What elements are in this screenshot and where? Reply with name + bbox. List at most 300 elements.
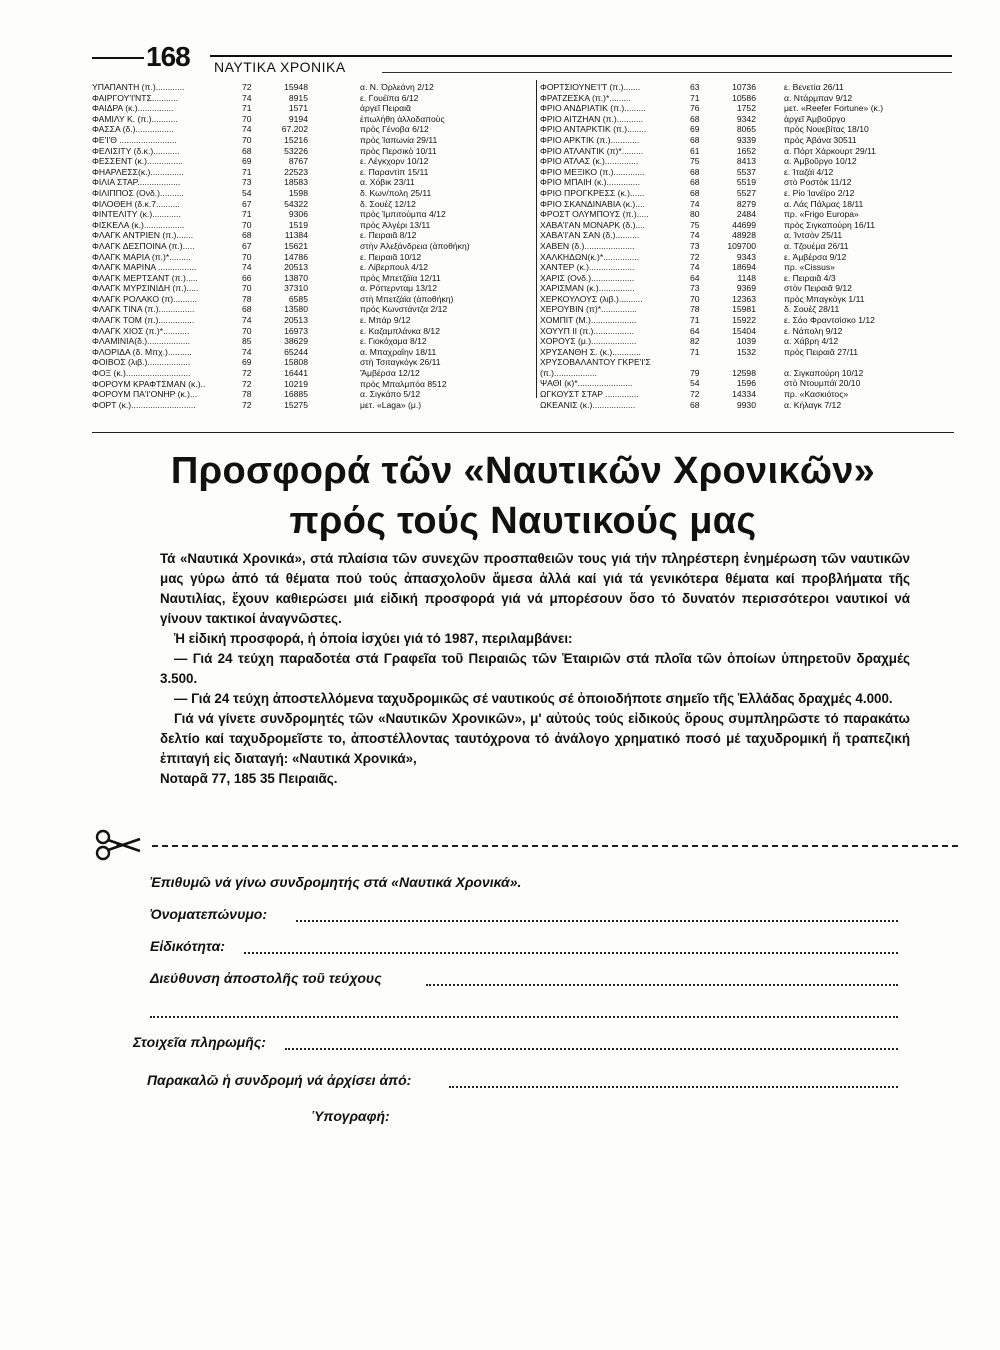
ship-tonnage: 1652 — [736, 145, 756, 156]
ship-status: πρ. «Cissus» — [784, 262, 835, 273]
ship-row — [540, 103, 960, 114]
offer-option-piraeus: — Γιά 24 τεύχη παραδοτέα στά Γραφεῖα τοῦ Πειραιῶς τῶν Ἑταιριῶν στά πλοῖα τῶν ὁποίων ὑπηρετοῦν δραχμές 3.500. — [160, 651, 910, 686]
ship-name: ΧΕΡΟΥΒΙΝ (π)*............... — [540, 304, 637, 315]
ship-name: ΧΑΡΙΣ (Ονδ.).................. — [540, 272, 635, 283]
ship-status: στὴ Τσιταγκόγκ 26/11 — [360, 357, 441, 368]
ship-name: ΧΑΒΑ'Ι'ΑΝ ΣΑΝ (δ.).......... — [540, 230, 640, 241]
ship-name: ΧΡΥΣΑΝΘΗ Σ. (κ.)............ — [540, 346, 641, 357]
ship-tonnage: 12598 — [732, 368, 756, 379]
ship-status: ε. Πειραιᾶ 10/12 — [360, 251, 422, 262]
ship-name: ΦΡΙΟ ΑΡΚΤΙΚ (π.)............ — [540, 134, 640, 145]
ship-year: 74 — [242, 92, 252, 103]
ship-row — [540, 220, 960, 231]
ship-year: 61 — [690, 145, 700, 156]
ship-tonnage: 15404 — [732, 325, 756, 336]
ship-year: 74 — [690, 230, 700, 241]
ship-year: 72 — [242, 82, 252, 92]
ship-status: στὸν Πειραιᾶ 9/12 — [784, 283, 852, 294]
ship-name: ΦΡΑΤΖΕΣΚΑ (π.)*......... — [540, 92, 631, 103]
ship-name: ΦΙΛΙΠΠΟΣ (Ονδ.).......... — [92, 187, 184, 198]
ship-tonnage: 15922 — [732, 315, 756, 326]
ship-tonnage: 15981 — [732, 304, 756, 315]
ship-year: 70 — [242, 251, 252, 262]
ship-tonnage: 15808 — [284, 357, 308, 368]
form-address-row[interactable] — [150, 970, 898, 990]
ship-name: ΦΕ'Ι'Θ ........................ — [92, 134, 177, 145]
ship-status: ε. Νάπολη 9/12 — [784, 325, 843, 336]
ship-name: ΧΑΒΕΝ (δ.)..................... — [540, 240, 635, 251]
ship-name: ΦΡΙΟ ΜΕΞΙΚΟ (π.)............. — [540, 166, 645, 177]
ship-status: πρὸς Πειραιᾶ 27/11 — [784, 346, 859, 357]
ship-tonnage: 38629 — [284, 336, 308, 347]
ship-row — [92, 156, 532, 167]
ship-list-left — [92, 82, 532, 410]
ship-name: ΦΛΑΓΚ ΑΝΤΡΙΕΝ (π.)....... — [92, 230, 194, 241]
ship-status: ε. Βενετία 26/11 — [784, 82, 844, 92]
ship-tonnage: 15275 — [284, 399, 308, 410]
ship-row — [540, 209, 960, 220]
ship-tonnage: 37310 — [284, 283, 308, 294]
ship-year: 74 — [242, 346, 252, 357]
ship-name: ΧΑΝΤΕΡ (κ.)................... — [540, 262, 635, 273]
ship-status: ε. Μπάρ 9/12 — [360, 315, 411, 326]
ship-status: ε. Πειραιᾶ 4/3 — [784, 272, 836, 283]
ship-row — [540, 188, 960, 199]
ship-row — [540, 400, 960, 411]
ship-status: α. Ἀμβοῦργο 10/12 — [784, 156, 857, 167]
ship-year: 71 — [690, 315, 700, 326]
ship-name: ΦΛΑΓΚ ΜΕΡΤΣΑΝΤ (π.)..... — [92, 272, 198, 283]
ship-row — [92, 146, 532, 157]
ship-status: ε. Σάο Φραντσίσκο 1/12 — [784, 315, 875, 326]
ship-row — [92, 167, 532, 178]
ship-name: ΦΑΙΔΡΑ (κ.)............... — [92, 103, 174, 114]
ship-name: ΦΑΣΣΑ (δ.)................ — [92, 124, 174, 135]
ship-row — [540, 114, 960, 125]
ship-name: ΧΕΡΚΟΥΛΟΥΣ (λιβ.).......... — [540, 293, 643, 304]
ship-row — [92, 315, 532, 326]
offer-title-line-2: πρός τούς Ναυτικούς μας — [289, 500, 757, 542]
ship-row — [92, 304, 532, 315]
ship-name: ΦΟΡΟΥΜ ΚΡΑΦΤΣΜΑΝ (κ.).. — [92, 378, 206, 389]
ship-row — [92, 241, 532, 252]
ship-name: ΦΡΙΟ ΜΠΑΙΗ (κ.).............. — [540, 177, 640, 188]
ship-status: ε. Ρίο Ἰανέϊρο 2/12 — [784, 187, 855, 198]
publication-name: ΝΑΥΤΙΚΑ ΧΡΟΝΙΚΑ — [214, 59, 346, 75]
ship-year: 70 — [242, 219, 252, 230]
ship-status: πρὸς Περσικὸ 10/11 — [360, 145, 437, 156]
ship-status: πρὸς Ἀλγέρι 13/11 — [360, 219, 431, 230]
ship-row — [540, 167, 960, 178]
ship-row — [92, 273, 532, 284]
ship-row — [92, 294, 532, 305]
ship-list-right — [540, 82, 960, 410]
form-name-row[interactable] — [150, 906, 898, 926]
ship-year: 71 — [690, 92, 700, 103]
ship-status: ε. Γουέϊπα 6/12 — [360, 92, 419, 103]
ship-tonnage: 18583 — [284, 177, 308, 188]
ship-tonnage: 1039 — [736, 336, 756, 347]
offer-paragraph-intro: Τά «Ναυτικά Χρονικά», στά πλαίσια τῶν συνεχῶν προσπαθειῶν τους γιά τήν πληρέστερη ἐνημέρωση τῶν ναυτικῶν μας γύρω ἀπό τά θέματα πού τούς ἀπασχολοῦν ἄμεσα ἀλλά καί γιά τά γενικότερα θέματα καί προβλήματα τῆς Ναυτιλίας, ἔχουν καθιερώσει μιά εἰδική προσφορά γιά νά μπορέσουν ὅσο τό δυνατόν περισσότεροι ναυτικοί νά γίνουν τακτικοί ἀναγνῶστες. — [160, 551, 910, 626]
ship-name: ΧΡΥΣΟΒΑΛΑΝΤΟΥ ΓΚΡΕ'Ι'Σ (π.).................. — [540, 357, 651, 379]
ship-status: α. Ἰντσὸν 25/11 — [784, 230, 843, 241]
ship-year: 73 — [690, 240, 700, 251]
ship-status: Ἄμβέρσα 12/12 — [360, 368, 420, 379]
ship-tonnage: 8279 — [736, 198, 756, 209]
page-header — [92, 42, 952, 74]
ship-status: δ. Κων/πολη 25/11 — [360, 187, 432, 198]
ship-year: 68 — [242, 230, 252, 241]
page-number: 168 — [146, 41, 190, 72]
ship-row — [540, 283, 960, 294]
ship-name: ΥΠΑΠΑΝΤΗ (π.)............ — [92, 82, 185, 92]
ship-year: 74 — [690, 198, 700, 209]
form-intro-row — [150, 874, 521, 894]
ship-name: ΧΟΡΟΥΣ (μ.)................... — [540, 336, 637, 347]
ship-year: 71 — [242, 209, 252, 220]
ship-year: 63 — [690, 82, 700, 92]
ship-name: ΦΛΑΓΚ ΡΟΛΑΚΟ (π).......... — [92, 293, 197, 304]
ship-year: 78 — [242, 293, 252, 304]
ship-row — [92, 188, 532, 199]
ship-year: 73 — [690, 283, 700, 294]
ship-row — [540, 124, 960, 135]
scissors-icon — [94, 827, 142, 863]
ship-tonnage: 8767 — [288, 156, 308, 167]
specialty-label: Εἰδικότητα: — [150, 938, 225, 954]
ship-row — [92, 336, 532, 347]
ship-status: α. Χάβρη 4/12 — [784, 336, 839, 347]
ship-tonnage: 8915 — [288, 92, 308, 103]
ship-name: ΧΑΡΙΣΜΑΝ (κ.)............... — [540, 283, 635, 294]
ship-row — [540, 230, 960, 241]
offer-address: Νοταρᾶ 77, 185 35 Πειραιᾶς. — [160, 771, 338, 786]
ship-status: ἀργεῖ Πειραιᾶ — [360, 103, 411, 114]
ship-status: πρὸς Σιγκαπούρη 16/11 — [784, 219, 876, 230]
ship-status: πρ. «Κασκιότος» — [784, 389, 849, 400]
ship-row — [92, 199, 532, 210]
ship-row — [92, 283, 532, 294]
ship-tonnage: 65244 — [284, 346, 308, 357]
ship-tonnage: 12363 — [732, 293, 756, 304]
ship-row — [92, 389, 532, 400]
ship-status: πρὸς Μπαλμπόα 8512 — [360, 378, 447, 389]
ship-name: ΦΟΡΤ (κ.)........................... — [92, 399, 196, 410]
ship-row — [540, 156, 960, 167]
ship-status: α. Ντάρμπαν 9/12 — [784, 92, 853, 103]
ship-row — [540, 315, 960, 326]
ship-status: α. Πόρτ Χάρκουρτ 29/11 — [784, 145, 876, 156]
ship-year: 69 — [242, 357, 252, 368]
address-field-line-2[interactable] — [150, 1016, 898, 1018]
ship-year: 70 — [690, 293, 700, 304]
ship-name: ΩΓΚΟΥΣΤ ΣΤΑΡ .............. — [540, 389, 639, 400]
ship-tonnage: 10219 — [284, 378, 308, 389]
ship-tonnage: 11384 — [284, 230, 308, 241]
ship-tonnage: 13580 — [284, 304, 308, 315]
ship-row — [540, 241, 960, 252]
ship-row — [540, 378, 960, 389]
ship-tonnage: 10586 — [732, 92, 756, 103]
ship-row — [540, 252, 960, 263]
ship-row — [92, 368, 532, 379]
ship-tonnage: 20513 — [284, 315, 308, 326]
ship-tonnage: 16973 — [284, 325, 308, 336]
ship-year: 66 — [242, 272, 252, 283]
ship-name: ΦΡΙΟ ΑΤΛΑΣ (κ.).............. — [540, 156, 639, 167]
ship-status: ἐπωλήθη ἀλλοδαποὺς — [360, 113, 445, 124]
ship-name: ΦΡΙΟ ΑΝΔΡΙΑΤΙΚ (π.)......... — [540, 103, 646, 114]
ship-name: ΧΟΥΥΠ ΙΙ (π.)................. — [540, 325, 634, 336]
address-field[interactable] — [426, 984, 898, 986]
ship-year: 82 — [690, 336, 700, 347]
ship-year: 70 — [242, 113, 252, 124]
ship-name: ΧΟΜΠΙΤ (Μ.)................... — [540, 315, 637, 326]
ship-name: ΧΑΛΚΗΔΩΝ(κ.)*............... — [540, 251, 640, 262]
ship-status: πρὸς Μπαγκὸγκ 1/11 — [784, 293, 865, 304]
name-field[interactable] — [296, 920, 898, 922]
ship-name: ΦΕΣΣΕΝΤ (κ.)............... — [92, 156, 183, 167]
header-rule-left — [92, 57, 144, 59]
header-rule-bottom — [382, 72, 952, 73]
ship-status: μετ. «Reefer Fortune» (κ.) — [784, 103, 884, 114]
ship-year: 64 — [690, 272, 700, 283]
ship-tonnage: 6585 — [288, 293, 308, 304]
ship-year: 67 — [242, 198, 252, 209]
ship-year: 74 — [242, 124, 252, 135]
ship-status: ε. Ἰταζάϊ 4/12 — [784, 166, 834, 177]
ship-year: 79 — [690, 368, 700, 379]
ship-row — [92, 209, 532, 220]
ship-row — [92, 347, 532, 358]
ship-tonnage: 8065 — [736, 124, 756, 135]
ship-tonnage: 18694 — [732, 262, 756, 273]
ship-name: ΦΛΑΓΚ ΜΥΡΣΙΝΙΔΗ (π.)..... — [92, 283, 199, 294]
ship-status: δ. Σουέζ 12/12 — [360, 198, 416, 209]
address-label: Διεύθυνση ἀποστολῆς τοῦ τεύχους — [150, 970, 382, 986]
ship-tonnage: 16441 — [284, 368, 308, 379]
offer-title-line-1: Προσφορά τῶν «Ναυτικῶν Χρονικῶν» — [170, 450, 876, 492]
ship-year: 74 — [690, 262, 700, 273]
form-intro: Ἐπιθυμῶ νά γίνω συνδρομητής στά «Ναυτικά Χρονικά». — [150, 874, 522, 890]
ship-row — [540, 177, 960, 188]
ship-year: 68 — [690, 134, 700, 145]
ship-year: 67 — [242, 240, 252, 251]
form-payment-row[interactable] — [133, 1034, 898, 1054]
ship-row — [540, 389, 960, 400]
ship-name: ΦΕΛΙΣΙΤΥ (δ.κ.)........... — [92, 145, 180, 156]
ship-row — [540, 82, 960, 93]
ship-tonnage: 9930 — [736, 399, 756, 410]
signature-label: Ὑπογραφή: — [312, 1108, 390, 1124]
ship-year: 71 — [242, 103, 252, 114]
ship-name: ΨΑΘΙ (κ)*....................... — [540, 378, 633, 389]
ship-name: ΦΡΟΣΤ ΟΛΥΜΠΟΥΣ (π.)..... — [540, 209, 649, 220]
ship-year: 68 — [242, 304, 252, 315]
ship-name: ΦΙΛΟΘΕΗ (δ.κ.7.......... — [92, 198, 180, 209]
ship-tonnage: 9339 — [736, 134, 756, 145]
ship-year: 85 — [242, 336, 252, 347]
ship-name: ΦΙΛΙΑ ΣΤΑΡ.................. — [92, 177, 181, 188]
ship-row — [92, 93, 532, 104]
ship-tonnage: 48928 — [732, 230, 756, 241]
ship-year: 68 — [690, 177, 700, 188]
ship-year: 75 — [690, 219, 700, 230]
ship-year: 68 — [690, 399, 700, 410]
ship-year: 68 — [690, 166, 700, 177]
ship-year: 78 — [242, 389, 252, 400]
header-rule-top — [210, 55, 952, 57]
ship-year: 70 — [242, 325, 252, 336]
ship-year: 72 — [242, 378, 252, 389]
ship-status: α. Χόβικ 23/11 — [360, 177, 415, 188]
ship-status: στὴν Ἀλεξάνδρεια (ἀποθήκη) — [360, 240, 470, 251]
ship-tonnage: 54322 — [284, 198, 308, 209]
ship-row — [92, 262, 532, 273]
ship-name: ΦΛΑΓΚ ΜΑΡΙΝΑ ................ — [92, 262, 197, 273]
offer-title — [92, 446, 954, 546]
ship-name: ΩΚΕΑΝΙΣ (κ.).................. — [540, 399, 636, 410]
ship-status: πρὸς Ἰαπωνία 29/11 — [360, 134, 438, 145]
payment-field[interactable] — [285, 1048, 898, 1050]
ship-year: 68 — [690, 113, 700, 124]
section-divider — [92, 432, 954, 433]
ship-name: ΦΡΙΟ ΑΝΤΑΡΚΤΙΚ (π.)........ — [540, 124, 647, 135]
ship-row — [540, 135, 960, 146]
ship-year: 71 — [690, 346, 700, 357]
ship-status: ε. Λίβερπουλ 4/12 — [360, 262, 429, 273]
ship-row — [92, 400, 532, 411]
ship-name: ΦΡΙΟ ΑΙΤΖΗΑΝ (π.)........... — [540, 113, 644, 124]
ship-row — [540, 146, 960, 157]
ship-name: ΦΛΑΜΙΝΙΑ(δ.).................. — [92, 336, 191, 347]
ship-tonnage: 1148 — [737, 272, 756, 283]
ship-name: ΦΡΙΟ ΠΡΟΓΚΡΕΣΣ (κ.)...... — [540, 187, 645, 198]
ship-row — [540, 294, 960, 305]
ship-row — [92, 124, 532, 135]
ship-name: ΦΟΡΤΣΙΟΥΝΕ'Ι'Τ (π.)....... — [540, 82, 641, 92]
ship-name: ΧΑΒΑ'Ι'ΑΝ ΜΟΝΑΡΚ (δ.).... — [540, 219, 646, 230]
form-specialty-row[interactable] — [150, 938, 898, 958]
payment-label: Στοιχεῖα πληρωμῆς: — [133, 1034, 266, 1050]
ship-status: πρὸς Ἰμπιτούμπα 4/12 — [360, 209, 446, 220]
ship-name: ΦΛΟΡΙΔΑ (δ. Μπχ.).......... — [92, 346, 192, 357]
offer-paragraph-details: Ἡ εἰδική προσφορά, ἡ ὁποία ἰσχύει γιά τό 1987, περιλαμβάνει: — [174, 631, 573, 646]
ship-tonnage: 14786 — [284, 251, 308, 262]
ship-year: 54 — [690, 378, 700, 389]
form-address-continued-row[interactable] — [150, 1002, 898, 1022]
ship-year: 69 — [242, 156, 252, 167]
ship-tonnage: 1571 — [288, 103, 308, 114]
ship-year: 54 — [242, 187, 252, 198]
ship-status: δ. Σουέζ 28/11 — [784, 304, 840, 315]
ship-year: 74 — [242, 262, 252, 273]
ship-row — [540, 304, 960, 315]
offer-paragraph-instructions: Γιά νά γίνετε συνδρομητές τῶν «Ναυτικῶν Χρονικῶν», μ' αὐτούς τούς εἰδικούς ὅρους συμπληρῶστε τό παρακάτω δελτίο καί ταχυδρομεῖστε το, ἀποστέλλοντας ταυτόχρονα τό ἀνάλογο χρηματικό ποσό μέ ταχυδρομική ἤ τραπεζική ἐπιταγή εἰς διαταγή: «Ναυτικά Χρονικά», — [160, 711, 910, 766]
ship-year: 64 — [690, 325, 700, 336]
ship-row — [92, 135, 532, 146]
ship-status: ε. Γιοκόχαμα 8/12 — [360, 336, 427, 347]
ship-status: πρὸς Νουεβίτας 18/10 — [784, 124, 869, 135]
ship-name: ΦΟΞ (κ.)........................... — [92, 368, 191, 379]
ship-tonnage: 10736 — [732, 82, 756, 92]
ship-name: ΦΡΙΟ ΣΚΑΝΔΙΝΑΒΙΑ (κ.).... — [540, 198, 645, 209]
ship-name: ΦΛΑΓΚ ΔΕΣΠΟΙΝΑ (π.)..... — [92, 240, 195, 251]
ship-tonnage: 109700 — [727, 240, 756, 251]
ship-year: 71 — [242, 166, 252, 177]
ship-tonnage: 15621 — [284, 240, 308, 251]
ship-year: 70 — [242, 283, 252, 294]
start-date-field[interactable] — [449, 1086, 898, 1088]
ship-year: 72 — [690, 389, 700, 400]
name-label: Ὀνοματεπώνυμο: — [150, 906, 268, 922]
form-start-row[interactable] — [147, 1072, 898, 1092]
offer-body — [160, 549, 910, 789]
ship-row — [92, 82, 532, 93]
ship-year: 68 — [690, 187, 700, 198]
ship-tonnage: 16885 — [284, 389, 308, 400]
ship-tonnage: 20513 — [284, 262, 308, 273]
ship-tonnage: 9342 — [736, 113, 756, 124]
offer-option-postal: — Γιά 24 τεύχη ἀποστελλόμενα ταχυδρομικῶς σέ ναυτικούς σέ ὁποιοδήποτε σημεῖο τῆς Ἑλλάδας δραχμές 4.000. — [174, 691, 893, 706]
ship-status: μετ. «Laga» (μ.) — [360, 399, 422, 410]
ship-name: ΦΛΑΓΚ ΧΙΟΣ (π.)*........... — [92, 325, 190, 336]
ship-row — [92, 379, 532, 390]
ship-row — [540, 93, 960, 104]
ship-status: α. Τζουέμα 26/11 — [784, 240, 849, 251]
ship-row — [540, 347, 960, 358]
ship-status: ε. Καζαμπλάνκα 8/12 — [360, 325, 440, 336]
ship-status: α. Σιγκαπούρη 10/12 — [784, 368, 864, 379]
ship-row — [540, 336, 960, 347]
ship-status: στὸ Ντουμπάϊ 20/10 — [784, 378, 861, 389]
ship-name: ΦΙΣΚΕΛΑ (κ.)................. — [92, 219, 185, 230]
ship-year: 76 — [690, 103, 700, 114]
start-date-label: Παρακαλῶ ἡ συνδρομή νά ἀρχίσει ἀπό: — [147, 1072, 412, 1088]
ship-tonnage: 1598 — [288, 187, 308, 198]
ship-tonnage: 44699 — [732, 219, 756, 230]
ship-name: ΦΟΙΒΟΣ (λιβ.).................. — [92, 357, 191, 368]
ship-status: πρ. «Frigo Europa» — [784, 209, 859, 220]
ship-name: ΦΑΙΡΓΟΥ'Ι'ΝΤΣ........... — [92, 92, 179, 103]
ship-year: 72 — [690, 251, 700, 262]
ship-tonnage: 5519 — [736, 177, 756, 188]
ship-tonnage: 9343 — [736, 251, 756, 262]
ship-name: ΦΙΝΤΕΛΙΤΥ (κ.)............ — [92, 209, 181, 220]
ship-name: ΦΛΑΓΚ ΤΙΝΑ (π.)............... — [92, 304, 195, 315]
form-signature-row[interactable] — [312, 1108, 390, 1128]
ship-year: 68 — [242, 145, 252, 156]
ship-row — [92, 220, 532, 231]
specialty-field[interactable] — [244, 952, 898, 954]
ship-tonnage: 5527 — [736, 187, 756, 198]
ship-status: ἀργεῖ Ἀμβοῦργο — [784, 113, 846, 124]
ship-name: ΦΗΑΡΛΕΣΣ(κ.).............. — [92, 166, 184, 177]
ship-status: α. Λάς Πάλμας 18/11 — [784, 198, 864, 209]
ship-year: 69 — [690, 124, 700, 135]
ship-tonnage: 15216 — [284, 134, 308, 145]
ship-year: 80 — [690, 209, 700, 220]
ship-row — [92, 103, 532, 114]
ship-row — [540, 326, 960, 337]
ship-row — [540, 273, 960, 284]
ship-name: ΦΛΑΓΚ ΤΟΜ (π.)............... — [92, 315, 195, 326]
ship-year: 78 — [690, 304, 700, 315]
ship-row — [540, 357, 960, 378]
ship-row — [92, 114, 532, 125]
ship-status: α. Κήλαγκ 7/12 — [784, 399, 842, 410]
ship-name: ΦΡΙΟ ΑΤΛΑΝΤΙΚ (π)*......... — [540, 145, 644, 156]
